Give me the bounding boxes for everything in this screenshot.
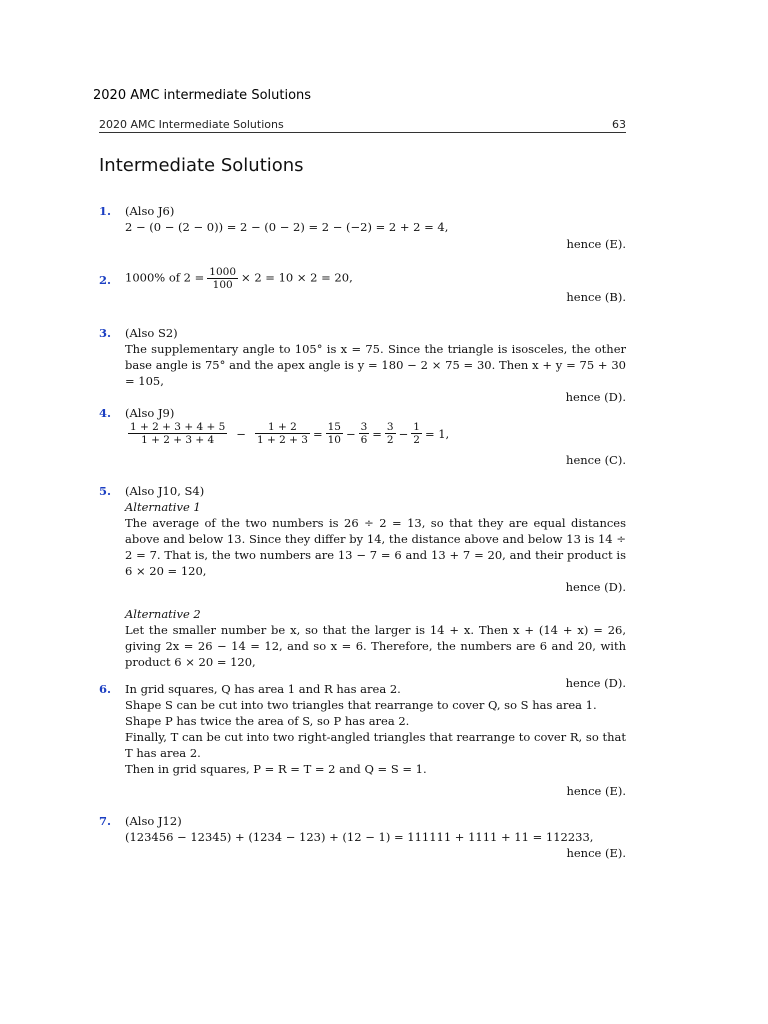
fraction-numerator: 1000 bbox=[209, 266, 237, 278]
fraction bbox=[255, 421, 310, 446]
answer-line: hence (D). bbox=[565, 580, 626, 594]
solution-paragraph: The average of the two numbers is 26 ÷ 2 = 13, so that they are equal distances above and below 13. Since they differ by 14, the distance above and below 13 is 14 ÷ 2 = 7. That is, the two numbers are 13 − 7 = 6 and 13 + 7 = 20, and their product is 6 × 20 = 120, bbox=[125, 516, 626, 578]
fraction-numerator: 15 bbox=[327, 421, 341, 433]
solution-line: (Also J10, S4) bbox=[125, 484, 205, 498]
fraction-denominator: 1 + 2 + 3 bbox=[256, 434, 308, 446]
solution-number: 6. bbox=[99, 682, 112, 696]
document-title: 2020 AMC intermediate Solutions bbox=[93, 88, 312, 103]
solution-number: 7. bbox=[99, 814, 112, 828]
answer-line: hence (E). bbox=[566, 237, 626, 251]
page-number: 63 bbox=[612, 118, 626, 131]
operator: = 1, bbox=[424, 426, 450, 441]
solution-number: 2. bbox=[99, 273, 112, 287]
solution-number: 1. bbox=[99, 204, 112, 218]
fraction bbox=[207, 266, 238, 291]
fraction-numerator: 1 + 2 bbox=[255, 421, 310, 434]
solution-paragraph: The supplementary angle to 105° is x = 75. Since the triangle is isosceles, the other base angle is 75° and the apex angle is y = 180 − 2 × 75 = 30. Then x + y = 75 + 30 = 105, bbox=[125, 342, 626, 388]
answer-line: hence (E). bbox=[566, 846, 626, 860]
operator: − bbox=[345, 426, 356, 441]
solution-4 bbox=[99, 405, 626, 468]
solution-7 bbox=[99, 813, 626, 861]
solution-line: In grid squares, Q has area 1 and R has area 2. bbox=[125, 682, 401, 696]
operator: = bbox=[312, 426, 323, 441]
solution-line: (Also J12) bbox=[125, 814, 182, 828]
solution-number: 5. bbox=[99, 484, 112, 498]
fraction-numerator: 3 bbox=[360, 421, 368, 433]
solution-2 bbox=[99, 266, 626, 305]
section-title: Intermediate Solutions bbox=[99, 155, 304, 176]
fraction-numerator: 3 bbox=[386, 421, 394, 433]
fraction bbox=[326, 421, 343, 446]
header-rule bbox=[99, 132, 626, 133]
expr-prefix: 1000% of 2 = bbox=[125, 270, 205, 285]
fraction-denominator: 6 bbox=[360, 434, 368, 446]
fraction-denominator: 10 bbox=[327, 434, 341, 446]
solution-5 bbox=[99, 483, 626, 691]
solution-line: (Also J9) bbox=[125, 406, 175, 420]
answer-line: hence (D). bbox=[565, 676, 626, 690]
solution-paragraph: Let the smaller number be x, so that the larger is 14 + x. Then x + (14 + x) = 26, giving 2x = 26 − 14 = 12, and so x = 6. Therefore, the numbers are 6 and 20, with product 6 × 20 = 120, bbox=[125, 623, 626, 669]
answer-line: hence (D). bbox=[565, 390, 626, 404]
solution-line: Shape S can be cut into two triangles that rearrange to cover Q, so S has area 1. bbox=[125, 698, 597, 712]
solution-3 bbox=[99, 325, 626, 405]
operator: − bbox=[398, 426, 409, 441]
fraction-denominator: 2 bbox=[413, 434, 420, 446]
running-header-title: 2020 AMC Intermediate Solutions bbox=[99, 118, 284, 131]
expr-suffix: × 2 = 10 × 2 = 20, bbox=[241, 270, 353, 285]
fraction bbox=[385, 421, 396, 446]
fraction-denominator: 2 bbox=[386, 434, 394, 446]
fraction-numerator: 1 bbox=[413, 421, 420, 433]
solution-line: (123456 − 12345) + (1234 − 123) + (12 − 1) = 111111 + 1111 + 11 = 112233, bbox=[125, 830, 594, 844]
operator: = bbox=[372, 426, 382, 441]
fraction-denominator: 1 + 2 + 3 + 4 bbox=[141, 434, 215, 446]
running-header bbox=[99, 118, 626, 131]
alternative-heading: Alternative 1 bbox=[125, 500, 201, 514]
solution-line: (Also J6) bbox=[125, 204, 175, 218]
solution-paragraph: Finally, T can be cut into two right-angled triangles that rearrange to cover R, so that T has area 2. bbox=[125, 730, 626, 760]
solution-line: (Also S2) bbox=[125, 326, 178, 340]
fraction-numerator: 1 + 2 + 3 + 4 + 5 bbox=[130, 421, 226, 433]
solution-number: 3. bbox=[99, 326, 112, 340]
answer-line: hence (E). bbox=[566, 784, 626, 798]
solution-6 bbox=[99, 681, 626, 799]
answer-line: hence (B). bbox=[566, 290, 626, 304]
fraction bbox=[128, 421, 227, 446]
solution-line bbox=[125, 266, 626, 291]
solution-1 bbox=[99, 203, 626, 252]
solution-line: 2 − (0 − (2 − 0)) = 2 − (0 − 2) = 2 − (−2) = 2 + 2 = 4, bbox=[125, 220, 449, 234]
fraction bbox=[411, 421, 422, 446]
operator: − bbox=[236, 426, 246, 441]
solution-line: Then in grid squares, P = R = T = 2 and Q = S = 1. bbox=[125, 762, 427, 776]
fraction bbox=[359, 421, 370, 446]
fraction-expression bbox=[125, 421, 626, 446]
solution-line: Shape P has twice the area of S, so P has area 2. bbox=[125, 714, 410, 728]
alternative-heading: Alternative 2 bbox=[125, 607, 201, 621]
solution-number: 4. bbox=[99, 406, 112, 420]
fraction-denominator: 100 bbox=[212, 279, 233, 291]
answer-line: hence (C). bbox=[566, 453, 626, 467]
